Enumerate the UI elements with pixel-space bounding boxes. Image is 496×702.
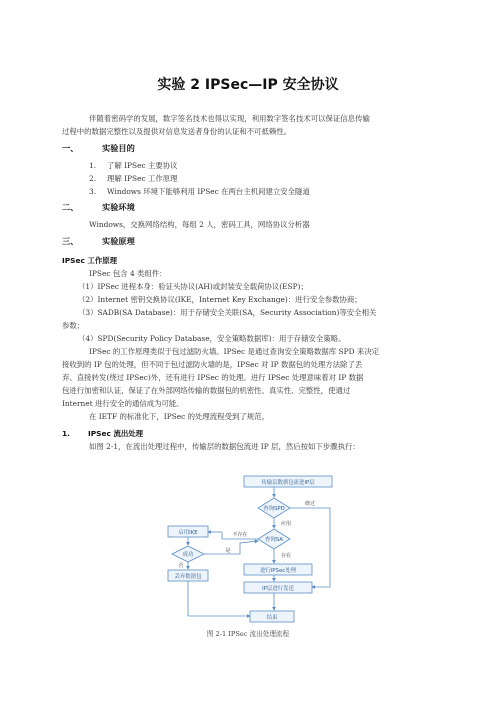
- send-label: IP层进行发送: [262, 586, 294, 592]
- item-text: 了解 IPSec 主要协议: [107, 161, 178, 170]
- edge-label-no: 否: [178, 563, 184, 569]
- intro-line-2: 过程中的数据完整性以及提供对信息发送者身份的认证和不可抵赖性。: [62, 127, 292, 136]
- principle-line: Internet 进行安全的通信成为可能。: [62, 399, 184, 408]
- subheading-number: 1.: [62, 429, 70, 438]
- outbound-text: 如图 2-1，在流出处理过程中，传输层的数据包流进 IP 层，然后按如下步骤执行：: [89, 442, 360, 451]
- section-heading-objectives: [62, 143, 135, 154]
- environment-text: Windows，交换网络结构，每组 2 人，密码工具，网络协议分析器: [89, 220, 310, 229]
- edge-label-exist: 存在: [280, 553, 292, 559]
- principle-line: 参数；: [62, 321, 85, 330]
- section-number: 一、: [62, 143, 79, 153]
- principle-line: （2）Internet 密钥交换协议(IKE，Internet Key Exchange)：进行安全参数协商；: [78, 295, 362, 304]
- item-number: 2.: [89, 174, 97, 183]
- item-number: 1.: [89, 161, 97, 170]
- subheading-outbound: [62, 428, 143, 439]
- section-heading-environment: [62, 202, 135, 213]
- edge-label-notexist: 不存在: [232, 532, 248, 538]
- principle-line: IPSec 包含 4 类组件：: [89, 269, 167, 278]
- ipsec-outbound-flowchart: [140, 470, 360, 625]
- principle-line: （3）SADB(SA Database)：用于存储安全关联(SA，Security Association)等安全相关: [78, 308, 377, 317]
- edge-label-apply: 应用: [280, 521, 292, 527]
- objective-item: [89, 186, 310, 197]
- objective-item: [89, 173, 178, 184]
- intro-line-1: 伴随着密码学的发展，数字签名技术也得以实现，利用数字签名技术可以保证信息传输: [89, 114, 370, 123]
- principle-line: 包进行加密和认证，保证了在外部网络传输的数据包的机密性、真实性、完整性，使通过: [62, 386, 351, 395]
- ike-label: 启用IKE: [178, 530, 198, 536]
- section-number: 二、: [62, 202, 79, 212]
- subheading-title: IPSec 流出处理: [88, 429, 144, 438]
- principle-line: 弃、直接转发(绕过 IPSec)外，还有进行 IPSec 的处理。进行 IPSec 处理意味着对 IP 数据: [62, 373, 364, 382]
- figure-caption: 图 2-1 IPSec 流出处理流程: [206, 630, 290, 638]
- item-text: Windows 环境下能够利用 IPSec 在两台主机间建立安全隧道: [107, 187, 310, 196]
- sa-label: 查询SA: [265, 537, 283, 543]
- item-number: 3.: [89, 187, 97, 196]
- drop-label: 丢弃数据包: [174, 574, 202, 580]
- item-text: 理解 IPSec 工作原理: [107, 174, 178, 183]
- subheading-ipsec-principle: IPSec 工作原理: [62, 256, 118, 265]
- principle-line: （1）IPSec 进程本身：验证头协议(AH)或封装安全载荷协议(ESP)；: [78, 282, 308, 291]
- section-title: 实验目的: [102, 143, 135, 153]
- process-label: 进行IPSec处理: [259, 568, 297, 574]
- section-number: 三、: [62, 236, 79, 246]
- page-title: 实验 2 IPSec—IP 安全协议: [157, 77, 339, 93]
- end-label: 结束: [266, 615, 278, 621]
- spd-label: 查询SPD: [263, 506, 285, 512]
- principle-line: （4）SPD(Security Policy Database，安全策略数据库)：用于存储安全策略。: [78, 334, 346, 343]
- section-heading-principle: [62, 236, 135, 247]
- principle-line: 在 IETF 的标准化下，IPSec 的处理流程受到了规范。: [89, 412, 269, 421]
- section-title: 实验环境: [102, 202, 135, 212]
- edge-label-yes: 是: [225, 548, 231, 554]
- principle-line: 接收到的 IP 包的处理，但不同于包过滤防火墙的是，IPSec 对 IP 数据包的处理方法除了丢: [62, 360, 363, 369]
- start-label: 传输层数据包流进IP层: [261, 480, 315, 486]
- edge-label-bypass: 绕过: [304, 501, 316, 507]
- section-title: 实验原理: [102, 236, 135, 246]
- principle-line: IPSec 的工作原理类似于包过滤防火墙。IPSec 是通过查询安全策略数据库 SPD 来决定: [89, 347, 380, 356]
- success-label: 成功: [182, 552, 194, 558]
- objective-item: [89, 160, 178, 171]
